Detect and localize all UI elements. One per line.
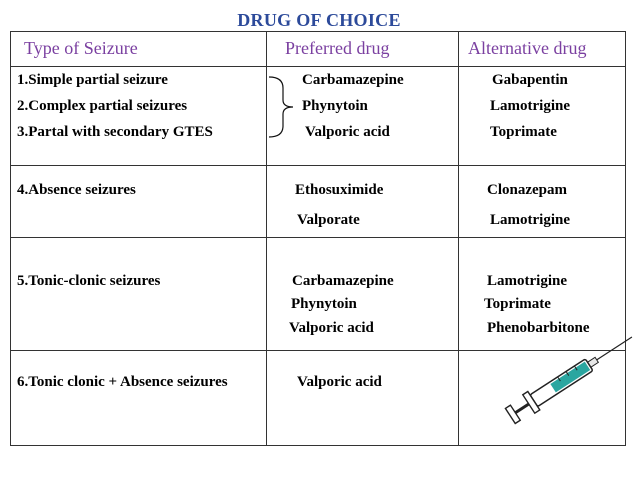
- seizure-type-cell: 6.Tonic clonic + Absence seizures: [17, 374, 228, 390]
- seizure-type-cell: 4.Absence seizures: [17, 182, 136, 198]
- alternative-drug-cell: Lamotrigine: [487, 273, 567, 289]
- preferred-drug-cell: Valporic acid: [305, 124, 390, 140]
- seizure-type-cell: 3.Partal with secondary GTES: [17, 124, 213, 140]
- seizure-type-cell: 1.Simple partial seizure: [17, 72, 168, 88]
- right-curly-brace-icon: [265, 74, 299, 140]
- alternative-drug-cell: Lamotrigine: [490, 212, 570, 228]
- alternative-drug-cell: Phenobarbitone: [487, 320, 590, 336]
- column-divider-2: [458, 31, 459, 445]
- alternative-drug-cell: Clonazepam: [487, 182, 567, 198]
- preferred-drug-cell: Phynytoin: [291, 296, 357, 312]
- alternative-drug-cell: Gabapentin: [492, 72, 568, 88]
- alternative-drug-cell: Toprimate: [490, 124, 557, 140]
- alternative-drug-cell: Toprimate: [484, 296, 551, 312]
- row-divider-2: [10, 237, 626, 238]
- preferred-drug-cell: Carbamazepine: [292, 273, 394, 289]
- header-divider: [10, 66, 626, 67]
- table-bottom-border: [10, 445, 626, 446]
- alternative-drug-cell: Lamotrigine: [490, 98, 570, 114]
- header-preferred-drug: Preferred drug: [285, 38, 390, 58]
- preferred-drug-cell: Ethosuximide: [295, 182, 384, 198]
- header-type-of-seizure: Type of Seizure: [24, 38, 138, 58]
- syringe-icon: [505, 362, 615, 430]
- table-right-border: [625, 31, 626, 445]
- preferred-drug-cell: Carbamazepine: [302, 72, 404, 88]
- preferred-drug-cell: Phynytoin: [302, 98, 368, 114]
- preferred-drug-cell: Valporic acid: [289, 320, 374, 336]
- header-alternative-drug: Alternative drug: [468, 38, 587, 58]
- seizure-type-cell: 2.Complex partial seizures: [17, 98, 188, 114]
- table-left-border: [10, 31, 11, 445]
- row-divider-3: [10, 350, 626, 351]
- seizure-type-cell: 5.Tonic-clonic seizures: [17, 273, 161, 289]
- slide-title: DRUG OF CHOICE: [237, 10, 401, 30]
- preferred-drug-cell: Valporic acid: [297, 374, 382, 390]
- preferred-drug-cell: Valporate: [297, 212, 360, 228]
- row-divider-1: [10, 165, 626, 166]
- table-top-border: [10, 31, 626, 32]
